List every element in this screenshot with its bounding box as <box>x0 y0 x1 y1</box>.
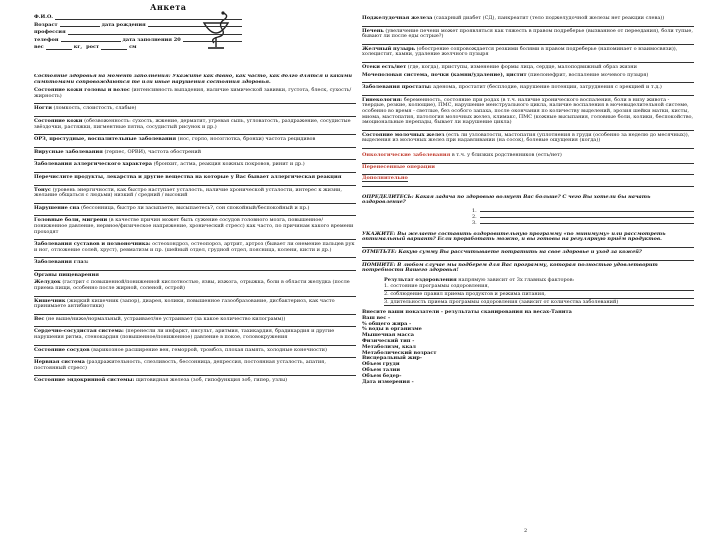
question-organs[interactable] <box>34 273 356 279</box>
results-item: 1. состояние программы оздоровления, <box>384 284 694 291</box>
question-text: (жидкий кишечник (запор), диарея, колики, повышенное газообразование, дисбактериоз, как часто принимаете антибиотики) <box>34 297 335 310</box>
surgery-label: Перенесенные операции <box>362 163 435 170</box>
question-label: ОРЗ, простудные, воспалительные заболевания <box>34 136 177 143</box>
answer-line[interactable] <box>34 143 356 148</box>
question-label: Ногти <box>34 105 52 112</box>
right-items <box>362 16 694 149</box>
question-label: Перечислите продукты, лекарства и другие вещества на которые у Вас бывает аллергическая реакция <box>34 173 342 180</box>
question-main: ОПРЕДЕЛИТЕСЬ: Какая задача по здоровью волнует Вас больше? С чего Вы хотели бы начать оздоровление? <box>362 193 651 206</box>
answer-line[interactable] <box>362 182 694 187</box>
answer-line[interactable] <box>34 235 356 240</box>
field-profession[interactable] <box>34 29 244 37</box>
question-viral[interactable] <box>34 150 356 161</box>
left-column <box>34 74 356 534</box>
question-endocrine[interactable] <box>34 378 356 384</box>
question-label: Состояние молочных желез <box>362 131 445 138</box>
intro-text: Состояние здоровья на момент заполнения: Укажите как давно, как часто, как долго длятся и какими симптомами сопровождаются те или иные нарушения состояния здоровья. <box>34 74 353 85</box>
field-label: телефон <box>34 36 59 43</box>
question-label: Печень <box>362 27 384 34</box>
question-pancreas[interactable] <box>362 16 694 27</box>
answer-line[interactable] <box>34 155 356 160</box>
question-text: (увеличение печени может проявляться как тяжесть в правом подреберье (вызванное от переедания), боли тупые, бывают ли после еды острые?) <box>362 27 693 40</box>
field-label: Ф.И.О. <box>34 14 54 20</box>
question-text: остеохондроз, остеопороз, артрит, артроз (бывает ли онемение пальцев рук и ног, отложение солей, хруст), ревматизм и пр. (шейный отдел, грудной отдел, поясница, колени, кисти и др.) <box>34 241 355 253</box>
answer-line[interactable] <box>362 40 694 45</box>
question-label: Заболевания аллергического характера <box>34 161 153 168</box>
param-row[interactable]: Объем талии <box>362 366 401 373</box>
question-label: Головные боли, мигрени <box>34 217 108 224</box>
question-label: Гинекология: <box>362 96 403 103</box>
question-allergy[interactable] <box>34 162 356 173</box>
answer-line[interactable] <box>34 130 356 135</box>
question-label: Желудок <box>34 279 61 286</box>
personal-fields <box>34 14 244 52</box>
answer-line[interactable] <box>34 371 356 376</box>
question-label: Состояние сосудов <box>34 346 90 353</box>
field-label: рост <box>86 44 100 50</box>
question-program: УКАЖИТЕ: Вы желаете составить оздоровительную программу «по минимуму» или рассмотреть оптимальный вариант? Если проработать можно, и вы готовы на регулярную приём продуктов. <box>362 230 666 243</box>
question-allergens[interactable] <box>34 175 356 186</box>
question-urinary[interactable] <box>362 73 694 84</box>
field-fio[interactable] <box>34 14 244 22</box>
param-row[interactable]: % общего жира - <box>362 320 412 327</box>
answer-line[interactable] <box>362 126 694 131</box>
right-column <box>362 14 694 534</box>
answer-line[interactable] <box>34 112 356 117</box>
question-text: (не выше/ниже/нормальный, устраивает/не устраивает (за какое количество килограмм)) <box>46 315 286 322</box>
question-ari[interactable] <box>34 137 356 148</box>
question-label: Вес <box>34 315 45 322</box>
question-text: (бессонница, быстро ли засыпаете, высыпаетесь?, сон спокойный/беспокойный и пр.) <box>81 204 310 211</box>
answer-line[interactable] <box>34 353 356 358</box>
answer-line[interactable] <box>34 292 356 297</box>
field-label: дата заполнения 20 <box>122 36 181 43</box>
answer-line[interactable] <box>362 170 694 175</box>
answer-line[interactable] <box>34 211 356 216</box>
question-text: (варикозное расширение вен, геморрой, тромбоз, плохая память, холодные конечности) <box>91 346 327 353</box>
field-age[interactable] <box>34 22 244 30</box>
question-label: Состояние кожи головы и волос <box>34 87 130 94</box>
question-text: (ломкость, слоистость, слабые) <box>53 105 137 112</box>
question-label: Состояние эндокринной системы: <box>34 377 135 384</box>
question-text: (пиелонефрит, воспаление мочевого пузыря) <box>528 71 649 78</box>
question-text: (гастрит с повышенной/пониженной кислотностью, язвы, изжога, отрыжка, боли в области желудка (после приема пищи, особенно после жирной, соленой, острой) <box>34 279 350 292</box>
param-row[interactable]: Ваш вес - <box>362 314 391 321</box>
question-bowel[interactable] <box>34 299 356 315</box>
question-label: Нервная система <box>34 359 85 366</box>
question-text: (обострение сопровождается резкими болями в правом подреберье (напоминает о взаимосвязи)), холецистит, камни, удаление желчного пузыря <box>362 45 678 58</box>
results-item: 2. соблюдение правил приема продуктов и режима питания, <box>384 292 694 299</box>
question-hair[interactable] <box>34 88 356 104</box>
param-row[interactable]: Висцеральный жир- <box>362 355 422 362</box>
question-label: Сердечно-сосудистая система: <box>34 328 124 335</box>
question-text: щитовидная железа (зоб, гипофункция зоб, гипер, узлы) <box>135 377 288 384</box>
priority-number: 1. <box>472 207 477 214</box>
params-title: Внесите ваши показатели - результаты сканирования на весах-Танита <box>362 309 572 316</box>
field-label: вес <box>34 44 44 50</box>
page-title: Анкета <box>150 2 187 12</box>
answer-line[interactable] <box>362 243 694 248</box>
question-text: беременность, состояние при родах (в т.ч. наличие хронического воспаления, боли в низу живота - твердые, резкие, колющие), ПМС, нарушение менструального цикла, наличие воспаления в мочевыделительной системе, особенно во время - светлые, без особого запаха, после окончания по количеству выделений, эрозия шейки матки, кисты, миома, мастопатия, патология молочных желез, климакс, ПМС (кожные высыпания, головные боли, колики, беспокойство, эмоциональные перепады, бывает ли нарушение цикла) <box>362 96 694 126</box>
question-label: Поджелудочная железа <box>362 15 433 21</box>
field-phone[interactable] <box>34 37 244 45</box>
question-text: (перенесли ли инфаркт, инсульт, аритмия, тахикардия, брадикардия и другие нарушения ритма, стенокардия (повышенное/пониженное) давление в покое, головокружения <box>34 328 335 341</box>
param-row[interactable]: Объем груди <box>362 361 400 368</box>
oncology-text: в т.ч. у близких родственников (есть/нет) <box>451 151 562 158</box>
param-row[interactable]: Объем бедер- <box>362 372 402 379</box>
question-vision[interactable] <box>34 260 356 271</box>
answer-line[interactable] <box>34 181 356 186</box>
page-number: 2 <box>524 528 528 534</box>
question-label: Нарушение сна <box>34 204 80 211</box>
answer-line[interactable] <box>362 78 694 83</box>
param-row[interactable]: Физический тип - <box>362 338 415 344</box>
priority-number: 2. <box>472 213 477 220</box>
answer-line[interactable] <box>34 322 356 327</box>
question-lactation[interactable] <box>362 133 694 149</box>
question-cardio[interactable] <box>34 329 356 345</box>
field-label: см <box>129 44 137 50</box>
question-gall[interactable] <box>362 47 694 63</box>
question-liver[interactable] <box>362 29 694 45</box>
question-text: (уровень энергичности, как быстро наступает усталость, наличие хронической усталости, интерес к жизни, желание общаться с людьми) низкий / средний / высокий <box>34 186 342 199</box>
param-row[interactable]: Метаболизм, ккал <box>362 343 416 350</box>
answer-line[interactable] <box>34 341 356 346</box>
question-label: Состояние кожи <box>34 117 83 124</box>
question-prostate[interactable] <box>362 85 694 96</box>
results-title: Результат оздоровления <box>384 276 457 283</box>
results-block <box>362 278 694 306</box>
question-label: Заболевания глаз: <box>34 259 89 266</box>
param-row[interactable]: Метаболический возраст <box>362 349 437 356</box>
results-text: напрямую зависит от 3х главных факторов: <box>458 276 575 283</box>
param-row[interactable]: Мышечная масса <box>362 332 415 339</box>
question-label: Тонус <box>34 186 51 193</box>
oncology-label: Онкологические заболевания <box>362 151 451 158</box>
answer-line[interactable] <box>34 310 356 315</box>
left-items <box>34 88 356 384</box>
question-text: (герпес, ОРВИ), частота обострений <box>104 148 202 155</box>
question-gyn[interactable] <box>362 98 694 131</box>
question-headache[interactable] <box>34 218 356 240</box>
question-veins[interactable] <box>34 348 356 359</box>
question-label: Отеки есть/нет <box>362 63 407 70</box>
answer-line[interactable] <box>362 256 694 261</box>
answer-line[interactable] <box>362 144 694 149</box>
question-text: (нос, горло, носоглотка, бронхи) частота рецидивов <box>177 136 316 143</box>
results-list <box>384 284 694 306</box>
question-tone[interactable] <box>34 188 356 204</box>
question-text: (сахарный диабет (СД), панкреатит (тело поджелудочной железы нет реакции слева)) <box>433 15 665 21</box>
answer-line[interactable] <box>362 58 694 63</box>
question-label: Органы пищеварения <box>34 271 99 278</box>
question-text: (обезвоженность: сухость, жжение, дерматит, угревая сыпь, угловатость, раздражение, сосудистые звёздочки, растяжки, пигментные пятна, сосудистый рисунок и др.) <box>34 117 351 130</box>
question-label: Заболевания простаты: <box>362 84 432 91</box>
priority-number: 3. <box>472 219 477 226</box>
question-label: Кишечник <box>34 297 66 304</box>
param-row[interactable]: % воды в организме <box>362 326 422 333</box>
question-stomach[interactable] <box>34 280 356 296</box>
answer-line[interactable] <box>34 199 356 204</box>
answer-line[interactable] <box>34 266 356 271</box>
question-text: (где, когда), приступы, изменение формы лица, сердце, малоподвижный образ жизни <box>407 63 637 70</box>
question-reminder: ПОМНИТЕ: В любом случае мы подберем для Вас программу, которая полностью удовлетворит потребности Вашего здоровья! <box>362 261 658 274</box>
param-row[interactable]: Дата измерения - <box>362 378 414 385</box>
answer-line[interactable] <box>34 168 356 173</box>
priority-list <box>362 208 694 226</box>
question-label: Вирусные заболевания <box>34 148 103 155</box>
params-list <box>362 316 694 386</box>
question-label: Заболевания суставов и позвоночника: <box>34 241 151 248</box>
question-text: аденома, простатит (бесплодие, нарушение потенции, затруднения с эрекцией и т.д.) <box>433 84 662 91</box>
answer-line[interactable] <box>34 253 356 258</box>
question-label: Мочеполовая система, почки (камни/удаление), цистит <box>362 71 527 78</box>
answer-line[interactable] <box>362 91 694 96</box>
question-text: (есть ли узловатости, мастопатия (уплотнения в груди (особенно за неделю до месячных)), выделения из молочных желез при надавливании (на сосок), болевые ощущения (когда)) <box>362 131 690 144</box>
question-budget: ОТМЕТЬТЕ: Какую сумму Вы рассчитываете потратить на свое здоровье и уход за кожей? <box>362 249 642 256</box>
extra-label: Дополнительно <box>362 175 408 182</box>
field-weight-height[interactable] <box>34 44 244 52</box>
field-label: кг, <box>73 44 83 50</box>
question-label: Желчный пузырь <box>362 45 416 52</box>
question-text: (интенсивность выпадения, наличие химической завивки, густота, блеск, сухость/жирность) <box>34 87 352 99</box>
results-item: 3. длительность приема программы оздоровления (зависит от количества заболеваний) <box>384 300 694 307</box>
question-nails[interactable] <box>34 106 356 117</box>
field-label: Возраст <box>34 21 58 28</box>
question-text: (бронхит, астма, реакция кожных покровов, ринит и др.) <box>153 161 305 168</box>
question-edema[interactable] <box>362 65 694 71</box>
question-text: (раздражительность, слезливость, бессонница, депрессия, постоянная усталость, апатия, постоянный стресс) <box>34 359 326 371</box>
field-label: профессия <box>34 29 66 35</box>
answer-line[interactable] <box>362 22 694 27</box>
question-nervous[interactable] <box>34 360 356 376</box>
question-skin[interactable] <box>34 119 356 135</box>
question-weight[interactable] <box>34 317 356 328</box>
question-text: (в качестве причин может быть сужение сосудов головного мозга, повышенное/пониженное давление, нервное/физическое напряжение, хронический стресс) как часто, по причинам какого времени проходят <box>34 217 354 235</box>
question-joints[interactable] <box>34 242 356 258</box>
answer-line[interactable] <box>34 99 356 104</box>
field-label: дата рождения <box>101 21 146 28</box>
priority-item[interactable] <box>362 220 694 226</box>
question-sleep[interactable] <box>34 206 356 217</box>
